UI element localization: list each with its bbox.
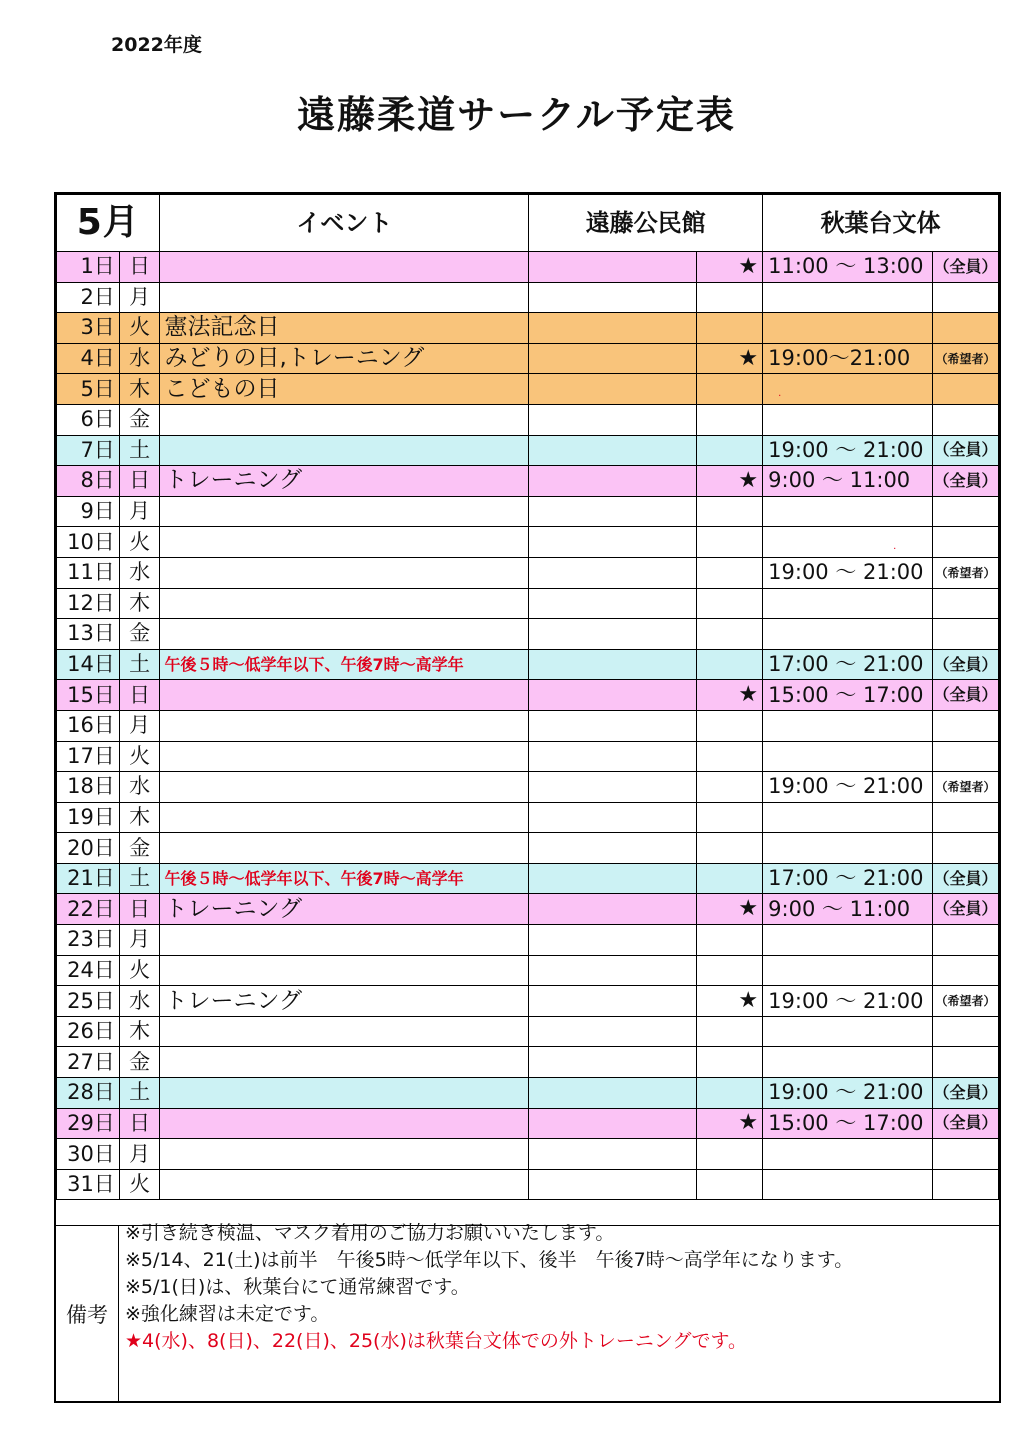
day-cell: 10日 [57,527,120,558]
note-line: ※5/1(日)は、秋葉台にて通常練習です。 [125,1276,470,1298]
attendee-scope-cell [932,374,998,405]
star-marker [696,1016,763,1047]
weekday-cell: 水 [119,986,160,1017]
weekday-cell: 月 [119,282,160,313]
weekday-cell: 金 [119,833,160,864]
endo-venue-cell [529,680,696,711]
endo-venue-cell [529,343,696,374]
endo-venue-cell [529,649,696,680]
day-cell: 20日 [57,833,120,864]
endo-venue-cell [529,374,696,405]
attendee-scope-cell [932,313,998,344]
time-cell: 11:00 ～ 13:00 [763,252,933,283]
attendee-scope-cell [932,404,998,435]
event-cell: みどりの日,トレーニング [160,343,529,374]
weekday-cell: 金 [119,404,160,435]
event-cell: 憲法記念日 [160,313,529,344]
day-cell: 27日 [57,1047,120,1078]
star-marker [696,496,763,527]
star-marker [696,710,763,741]
time-cell [763,802,933,833]
time-cell [763,1139,933,1170]
endo-venue-cell [529,710,696,741]
time-cell: 15:00 ～ 17:00 [763,1108,933,1139]
attendee-scope-cell [932,710,998,741]
fiscal-year: 2022年度 [111,34,202,56]
day-cell: 5日 [57,374,120,405]
weekday-cell: 日 [119,466,160,497]
star-marker: ★ [696,343,763,374]
time-cell [763,619,933,650]
attendee-scope-cell: （全員） [932,649,998,680]
schedule-row [57,802,999,833]
endo-venue-cell [529,313,696,344]
endo-venue-cell [529,772,696,803]
endo-venue-cell [529,1108,696,1139]
schedule-row [57,955,999,986]
star-marker: ★ [696,252,763,283]
event-cell [160,1078,529,1109]
header-venue-akibadai: 秋葉台文体 [763,195,999,252]
event-cell [160,1108,529,1139]
event-cell [160,680,529,711]
time-cell [763,527,933,558]
event-cell: トレーニング [160,894,529,925]
event-cell [160,527,529,558]
header-event: イベント [160,195,529,252]
schedule-row [57,343,999,374]
star-marker [696,313,763,344]
event-cell [160,710,529,741]
attendee-scope-cell: （全員） [932,466,998,497]
attendee-scope-cell [932,741,998,772]
star-marker [696,527,763,558]
event-cell: こどもの日 [160,374,529,405]
red-dot-mark: . [778,387,782,399]
schedule-row [57,404,999,435]
day-cell: 25日 [57,986,120,1017]
attendee-scope-cell [932,1139,998,1170]
weekday-cell: 土 [119,1078,160,1109]
star-marker [696,772,763,803]
event-cell [160,802,529,833]
time-cell: 19:00 ～ 21:00 [763,557,933,588]
star-marker [696,619,763,650]
notes-body [125,1220,853,1355]
star-marker [696,404,763,435]
endo-venue-cell [529,557,696,588]
note-line: ※強化練習は未定です。 [125,1303,330,1325]
event-cell [160,404,529,435]
schedule-row [57,1078,999,1109]
attendee-scope-cell: （希望者） [932,557,998,588]
note-line: ※5/14、21(土)は前半 午後5時～低学年以下、後半 午後7時～高学年になります。 [125,1249,854,1271]
event-cell [160,1016,529,1047]
schedule-row [57,374,999,405]
time-cell [763,1169,933,1200]
day-cell: 9日 [57,496,120,527]
schedule-row [57,680,999,711]
day-cell: 16日 [57,710,120,741]
weekday-cell: 土 [119,863,160,894]
day-cell: 3日 [57,313,120,344]
event-cell [160,772,529,803]
schedule-row [57,772,999,803]
weekday-cell: 木 [119,374,160,405]
red-dot-mark: . [893,540,897,552]
attendee-scope-cell: （全員） [932,1078,998,1109]
weekday-cell: 月 [119,496,160,527]
star-marker [696,741,763,772]
event-cell [160,955,529,986]
weekday-cell: 水 [119,557,160,588]
attendee-scope-cell [932,619,998,650]
star-marker [696,374,763,405]
weekday-cell: 水 [119,772,160,803]
star-marker: ★ [696,1108,763,1139]
event-cell [160,925,529,956]
time-cell: 19:00 ～ 21:00 [763,435,933,466]
attendee-scope-cell: （全員） [932,435,998,466]
schedule-row [57,1047,999,1078]
star-marker [696,1078,763,1109]
weekday-cell: 火 [119,527,160,558]
endo-venue-cell [529,588,696,619]
endo-venue-cell [529,986,696,1017]
weekday-cell: 火 [119,1169,160,1200]
weekday-cell: 木 [119,588,160,619]
month-label: 5月 [57,195,160,252]
schedule-row [57,741,999,772]
time-cell [763,404,933,435]
weekday-cell: 木 [119,802,160,833]
schedule-row [57,527,999,558]
schedule-row [57,588,999,619]
weekday-cell: 火 [119,741,160,772]
schedule-row [57,619,999,650]
event-cell [160,1169,529,1200]
day-cell: 12日 [57,588,120,619]
schedule-row [57,466,999,497]
endo-venue-cell [529,282,696,313]
star-marker [696,1169,763,1200]
endo-venue-cell [529,1047,696,1078]
note-line: ★4(水)、8(日)、22(日)、25(水)は秋葉台文体での外トレーニングです。 [125,1330,747,1352]
day-cell: 11日 [57,557,120,588]
star-marker: ★ [696,894,763,925]
star-marker [696,955,763,986]
weekday-cell: 日 [119,680,160,711]
time-cell [763,282,933,313]
schedule-row [57,435,999,466]
time-cell: 15:00 ～ 17:00 [763,680,933,711]
attendee-scope-cell [932,955,998,986]
weekday-cell: 水 [119,343,160,374]
time-cell: 9:00 ～ 11:00 [763,466,933,497]
day-cell: 23日 [57,925,120,956]
attendee-scope-cell [932,925,998,956]
weekday-cell: 日 [119,894,160,925]
schedule-table [56,194,999,1200]
star-marker [696,1047,763,1078]
endo-venue-cell [529,833,696,864]
schedule-row [57,894,999,925]
event-cell [160,1139,529,1170]
attendee-scope-cell [932,527,998,558]
event-cell [160,1047,529,1078]
weekday-cell: 月 [119,710,160,741]
attendee-scope-cell: （希望者） [932,343,998,374]
event-cell: トレーニング [160,466,529,497]
endo-venue-cell [529,925,696,956]
weekday-cell: 日 [119,1108,160,1139]
time-cell: 19:00～21:00 [763,343,933,374]
time-cell: 9:00 ～ 11:00 [763,894,933,925]
day-cell: 8日 [57,466,120,497]
time-cell: 19:00 ～ 21:00 [763,986,933,1017]
day-cell: 17日 [57,741,120,772]
weekday-cell: 土 [119,649,160,680]
attendee-scope-cell: （全員） [932,1108,998,1139]
weekday-cell: 火 [119,313,160,344]
day-cell: 26日 [57,1016,120,1047]
star-marker [696,649,763,680]
endo-venue-cell [529,1078,696,1109]
time-cell [763,833,933,864]
schedule-row [57,496,999,527]
schedule-row [57,1169,999,1200]
schedule-row [57,925,999,956]
star-marker: ★ [696,466,763,497]
endo-venue-cell [529,894,696,925]
schedule-row [57,252,999,283]
day-cell: 14日 [57,649,120,680]
day-cell: 28日 [57,1078,120,1109]
attendee-scope-cell [932,1047,998,1078]
schedule-row [57,649,999,680]
event-cell [160,833,529,864]
weekday-cell: 金 [119,1047,160,1078]
event-cell: 午後５時～低学年以下、午後7時～高学年 [160,863,529,894]
attendee-scope-cell: （希望者） [932,772,998,803]
page-title: 遠藤柔道サークル予定表 [297,93,736,137]
star-marker [696,833,763,864]
time-cell [763,374,933,405]
star-marker [696,925,763,956]
schedule-row [57,1108,999,1139]
day-cell: 1日 [57,252,120,283]
day-cell: 13日 [57,619,120,650]
endo-venue-cell [529,496,696,527]
endo-venue-cell [529,1139,696,1170]
time-cell [763,496,933,527]
weekday-cell: 火 [119,955,160,986]
day-cell: 15日 [57,680,120,711]
time-cell: 19:00 ～ 21:00 [763,1078,933,1109]
time-cell [763,313,933,344]
time-cell [763,588,933,619]
attendee-scope-cell [932,282,998,313]
notes-section [56,1222,999,1402]
time-cell: 17:00 ～ 21:00 [763,863,933,894]
attendee-scope-cell [932,1169,998,1200]
time-cell [763,741,933,772]
day-cell: 24日 [57,955,120,986]
time-cell [763,1016,933,1047]
schedule-row [57,557,999,588]
attendee-scope-cell: （全員） [932,252,998,283]
schedule-row [57,313,999,344]
schedule-row [57,833,999,864]
attendee-scope-cell [932,833,998,864]
schedule-row [57,1016,999,1047]
endo-venue-cell [529,619,696,650]
endo-venue-cell [529,466,696,497]
weekday-cell: 月 [119,1139,160,1170]
day-cell: 18日 [57,772,120,803]
endo-venue-cell [529,1169,696,1200]
day-cell: 4日 [57,343,120,374]
endo-venue-cell [529,527,696,558]
day-cell: 29日 [57,1108,120,1139]
weekday-cell: 月 [119,925,160,956]
star-marker [696,588,763,619]
time-cell [763,925,933,956]
event-cell: トレーニング [160,986,529,1017]
schedule-row [57,863,999,894]
day-cell: 21日 [57,863,120,894]
event-cell [160,557,529,588]
attendee-scope-cell [932,1016,998,1047]
event-cell [160,741,529,772]
header-venue-endo: 遠藤公民館 [529,195,763,252]
weekday-cell: 金 [119,619,160,650]
time-cell [763,955,933,986]
schedule-row [57,710,999,741]
endo-venue-cell [529,863,696,894]
time-cell: 17:00 ～ 21:00 [763,649,933,680]
star-marker [696,863,763,894]
star-marker: ★ [696,680,763,711]
schedule-row [57,282,999,313]
time-cell: 19:00 ～ 21:00 [763,772,933,803]
event-cell [160,252,529,283]
attendee-scope-cell [932,588,998,619]
weekday-cell: 木 [119,1016,160,1047]
attendee-scope-cell: （全員） [932,680,998,711]
event-cell [160,496,529,527]
note-line: ※引き続き検温、マスク着用のご協力お願いいたします。 [125,1222,615,1244]
event-cell: 午後５時～低学年以下、午後7時～高学年 [160,649,529,680]
day-cell: 2日 [57,282,120,313]
time-cell [763,1047,933,1078]
schedule-row [57,986,999,1017]
header-row [57,195,999,252]
endo-venue-cell [529,1016,696,1047]
notes-label: 備考 [56,1226,119,1402]
event-cell [160,619,529,650]
weekday-cell: 日 [119,252,160,283]
attendee-scope-cell [932,802,998,833]
day-cell: 22日 [57,894,120,925]
endo-venue-cell [529,404,696,435]
endo-venue-cell [529,252,696,283]
time-cell [763,710,933,741]
day-cell: 6日 [57,404,120,435]
schedule-row [57,1139,999,1170]
event-cell [160,282,529,313]
event-cell [160,435,529,466]
day-cell: 7日 [57,435,120,466]
weekday-cell: 土 [119,435,160,466]
star-marker [696,1139,763,1170]
day-cell: 19日 [57,802,120,833]
attendee-scope-cell: （全員） [932,894,998,925]
day-cell: 31日 [57,1169,120,1200]
attendee-scope-cell: （全員） [932,863,998,894]
star-marker: ★ [696,986,763,1017]
star-marker [696,282,763,313]
endo-venue-cell [529,435,696,466]
star-marker [696,557,763,588]
endo-venue-cell [529,955,696,986]
event-cell [160,588,529,619]
attendee-scope-cell: （希望者） [932,986,998,1017]
star-marker [696,435,763,466]
day-cell: 30日 [57,1139,120,1170]
star-marker [696,802,763,833]
attendee-scope-cell [932,496,998,527]
endo-venue-cell [529,802,696,833]
schedule-sheet [54,192,1001,1403]
endo-venue-cell [529,741,696,772]
